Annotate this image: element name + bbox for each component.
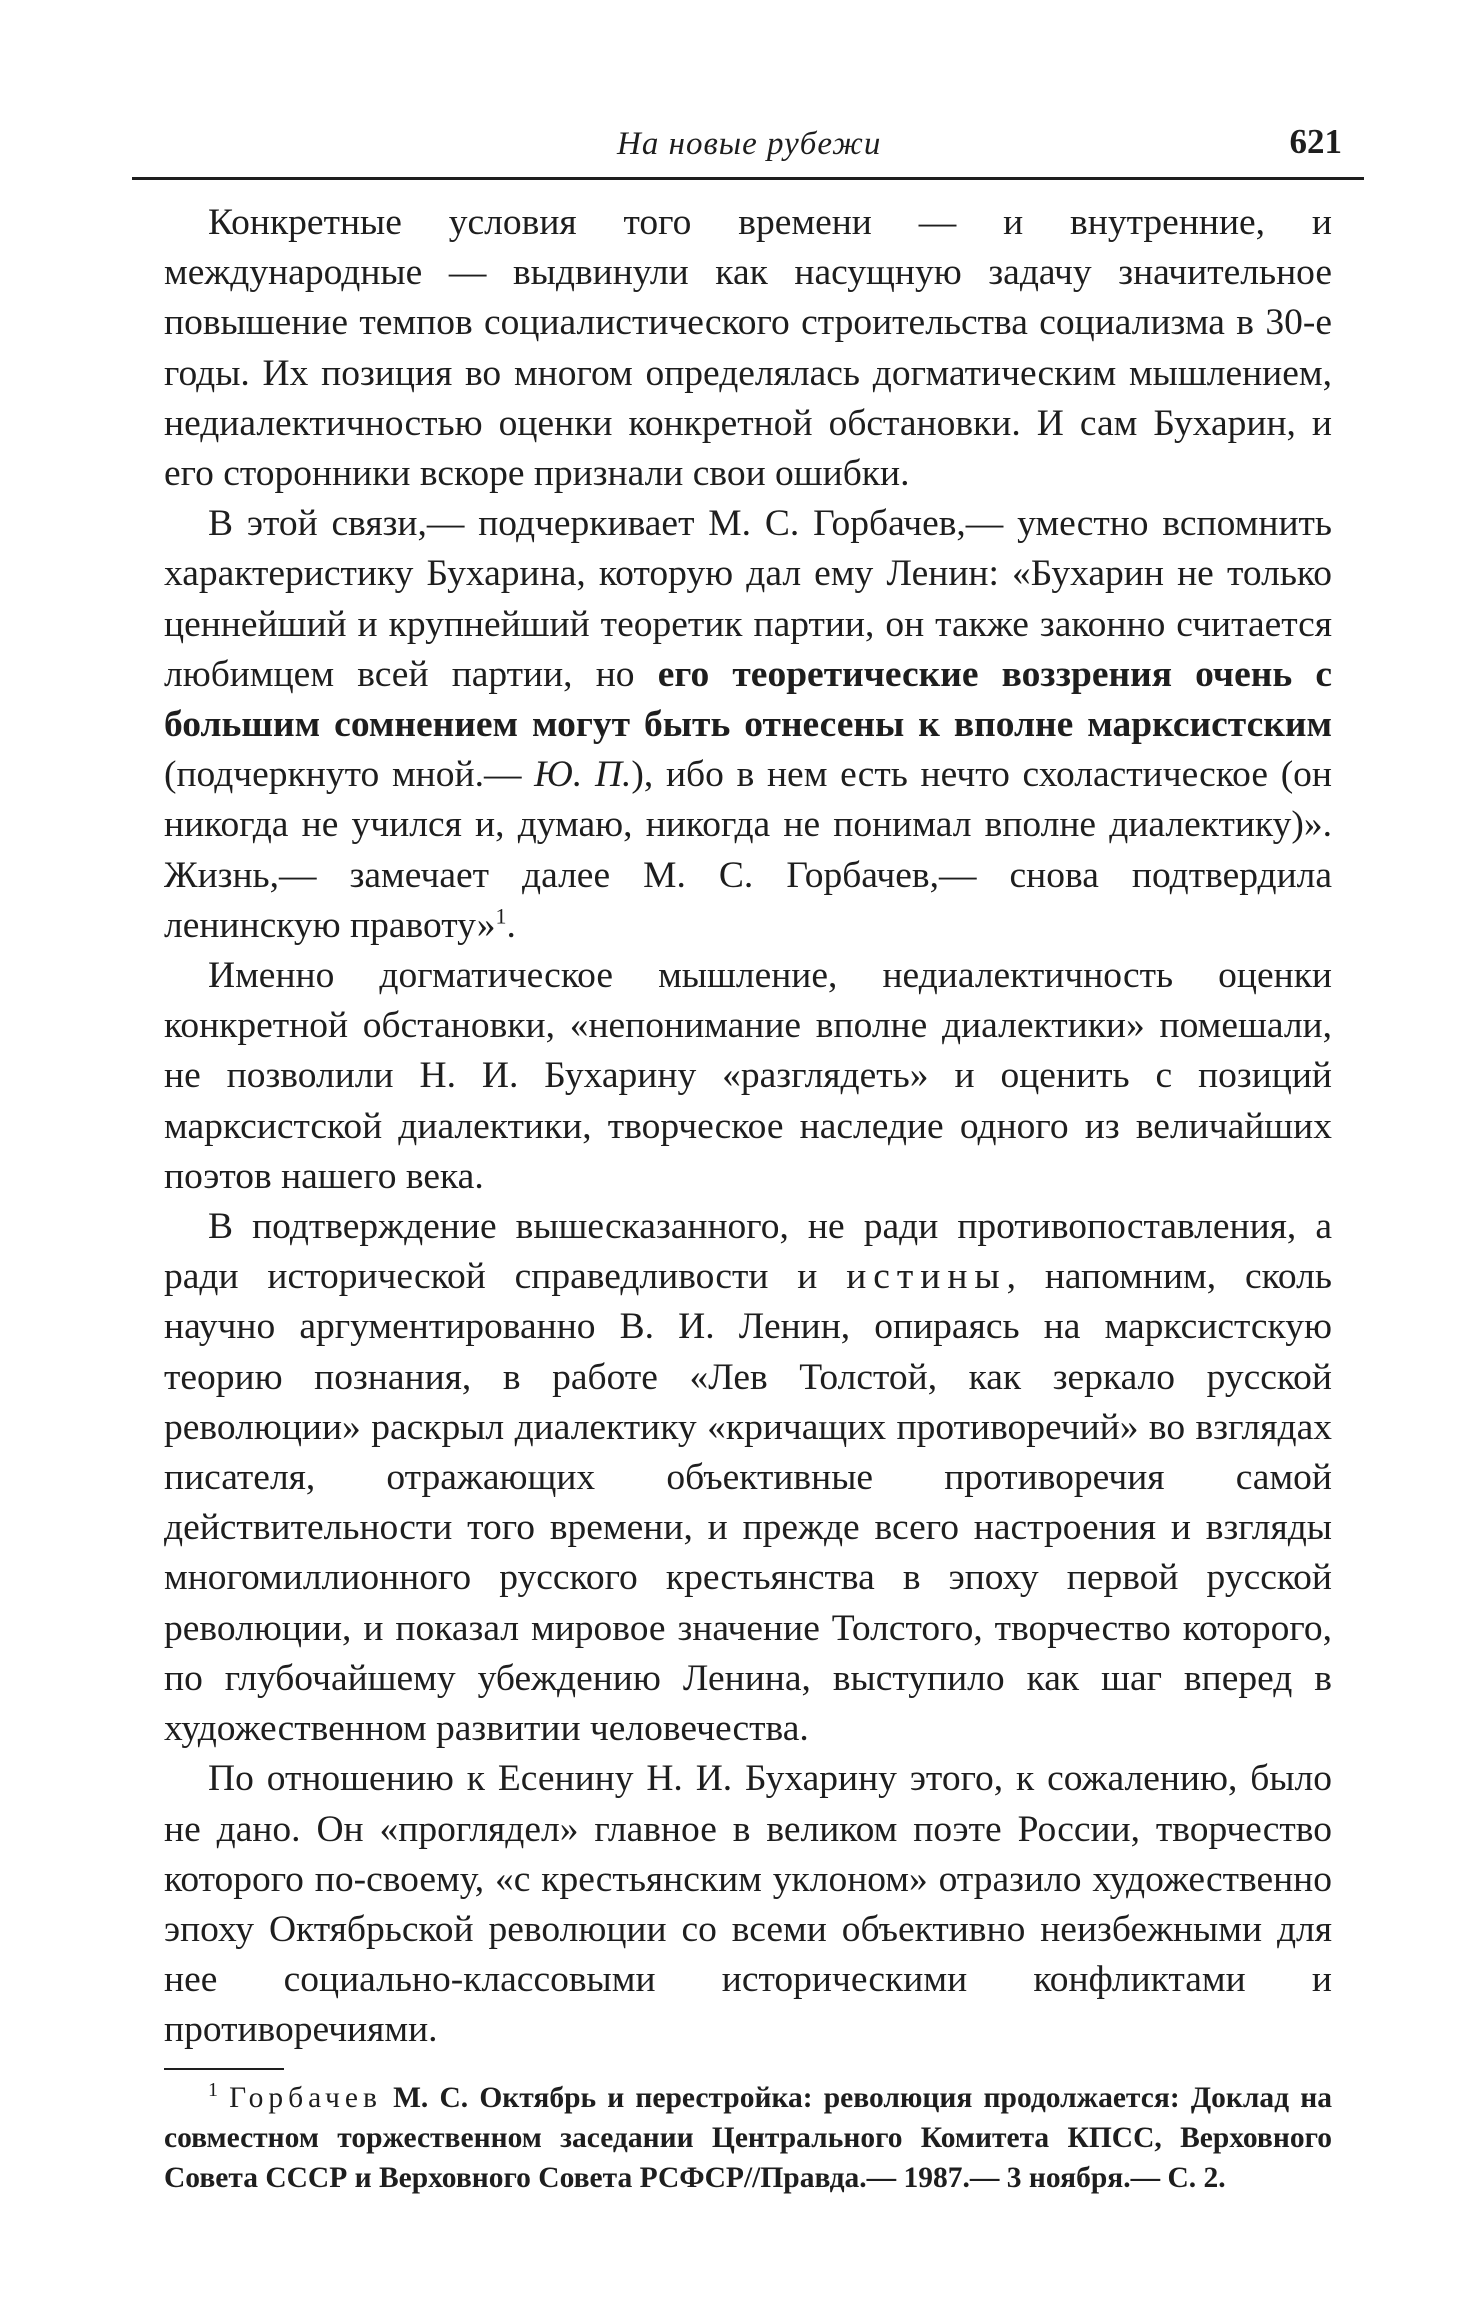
paragraph-2-end: . — [506, 904, 516, 946]
paragraph-2-text-a: В этой связи,— подчеркивает М. С. Горбачев,— уместно вспомнить характеристику Бухарина, которую дал ему Ленин: «Бухарин не только ценнейший и крупнейший теоретик партии, он также законно считается любимцем всей партии, но — [164, 503, 1332, 695]
paragraph-2-bold-emphasis: его теоретические воззрения очень с большим сомнением могут быть отнесены к вполне марксистским — [164, 653, 1332, 746]
paragraph-4-text-b: , напомним, сколь научно аргументированно В. И. Ленин, опираясь на марксистскую теорию познания, в работе «Лев Толстой, как зеркало русской революции» раскрыл диалектику «кричащих противоречий» во взглядах писателя, отражающих объективные противоречия самой действительности того времени, и прежде всего настроения и взгляды многомиллионного русского крестьянства в эпоху первой русской революции, и показал мировое значение Толстого, творчество которого, по глубочайшему убеждению Ленина, выступило как шаг вперед в художественном развитии человечества. — [164, 1256, 1332, 1750]
running-head — [132, 122, 1362, 172]
main-text — [164, 198, 1332, 2056]
footnote-reference: 1 — [495, 903, 507, 929]
footnote-text: М. С. Октябрь и перестройка: революция продолжается: Доклад на совместном торжественном заседании Центрального Комитета КПСС, Верховного Совета СССР и Верховного Совета РСФСР//Правда.— 1987.— 3 ноября.— С. 2. — [164, 2082, 1332, 2194]
paragraph-5: По отношению к Есенину Н. И. Бухарину этого, к сожалению, было не дано. Он «проглядел» главное в великом поэте России, творчество которого по-своему, «с крестьянским уклоном» отразило художественно эпоху Октябрьской революции со всеми объективно неизбежными для нее социально-классовыми историческими конфликтами и противоречиями. — [164, 1758, 1332, 2051]
page-number: 621 — [1289, 122, 1342, 161]
paragraph-2 — [164, 499, 1332, 951]
paragraph-1: Конкретные условия того времени — и внутренние, и международные — выдвинули как насущную задачу значительное повышение темпов социалистического строительства социализма в 30-е годы. Их позиция во многом определялась догматическим мышлением, недиалектичностью оценки конкретной обстановки. И сам Бухарин, и его сторонники вскоре признали свои ошибки. — [164, 202, 1332, 495]
paragraph-4-text-a: В подтверждение вышесказанного, не ради противопоставления, а ради исторической справедливости и — [164, 1206, 1332, 1298]
paragraph-2-text-c: ), ибо в нем есть нечто схоластическое (он никогда не учился и, думаю, никогда не понимал вполне диалектику)». Жизнь,— замечает далее М. С. Горбачев,— снова подтвердила ленинскую правоту» — [164, 754, 1332, 946]
footnote-mark: 1 — [208, 2079, 218, 2102]
paragraph-3: Именно догматическое мышление, недиалектичность оценки конкретной обстановки, «непонимание вполне диалектики» помешали, не позволили Н. И. Бухарину «разглядеть» и оценить с позиций марксистской диалектики, творческое наследие одного из величайших поэтов нашего века. — [164, 955, 1332, 1197]
footnote-author: Горбачев — [229, 2082, 382, 2114]
paragraph-2-italic-initials: Ю. П. — [534, 754, 632, 796]
footnote — [164, 2078, 1332, 2198]
footnote-rule — [164, 2068, 284, 2070]
paragraph-4 — [164, 1202, 1332, 1754]
running-title: На новые рубежи — [617, 126, 882, 162]
footnote-paragraph — [164, 2078, 1332, 2198]
paragraph-4-spaced-word: истины — [846, 1256, 1007, 1298]
header-rule — [132, 177, 1364, 180]
paragraph-2-text-b: (подчеркнуто мной.— — [164, 754, 535, 796]
